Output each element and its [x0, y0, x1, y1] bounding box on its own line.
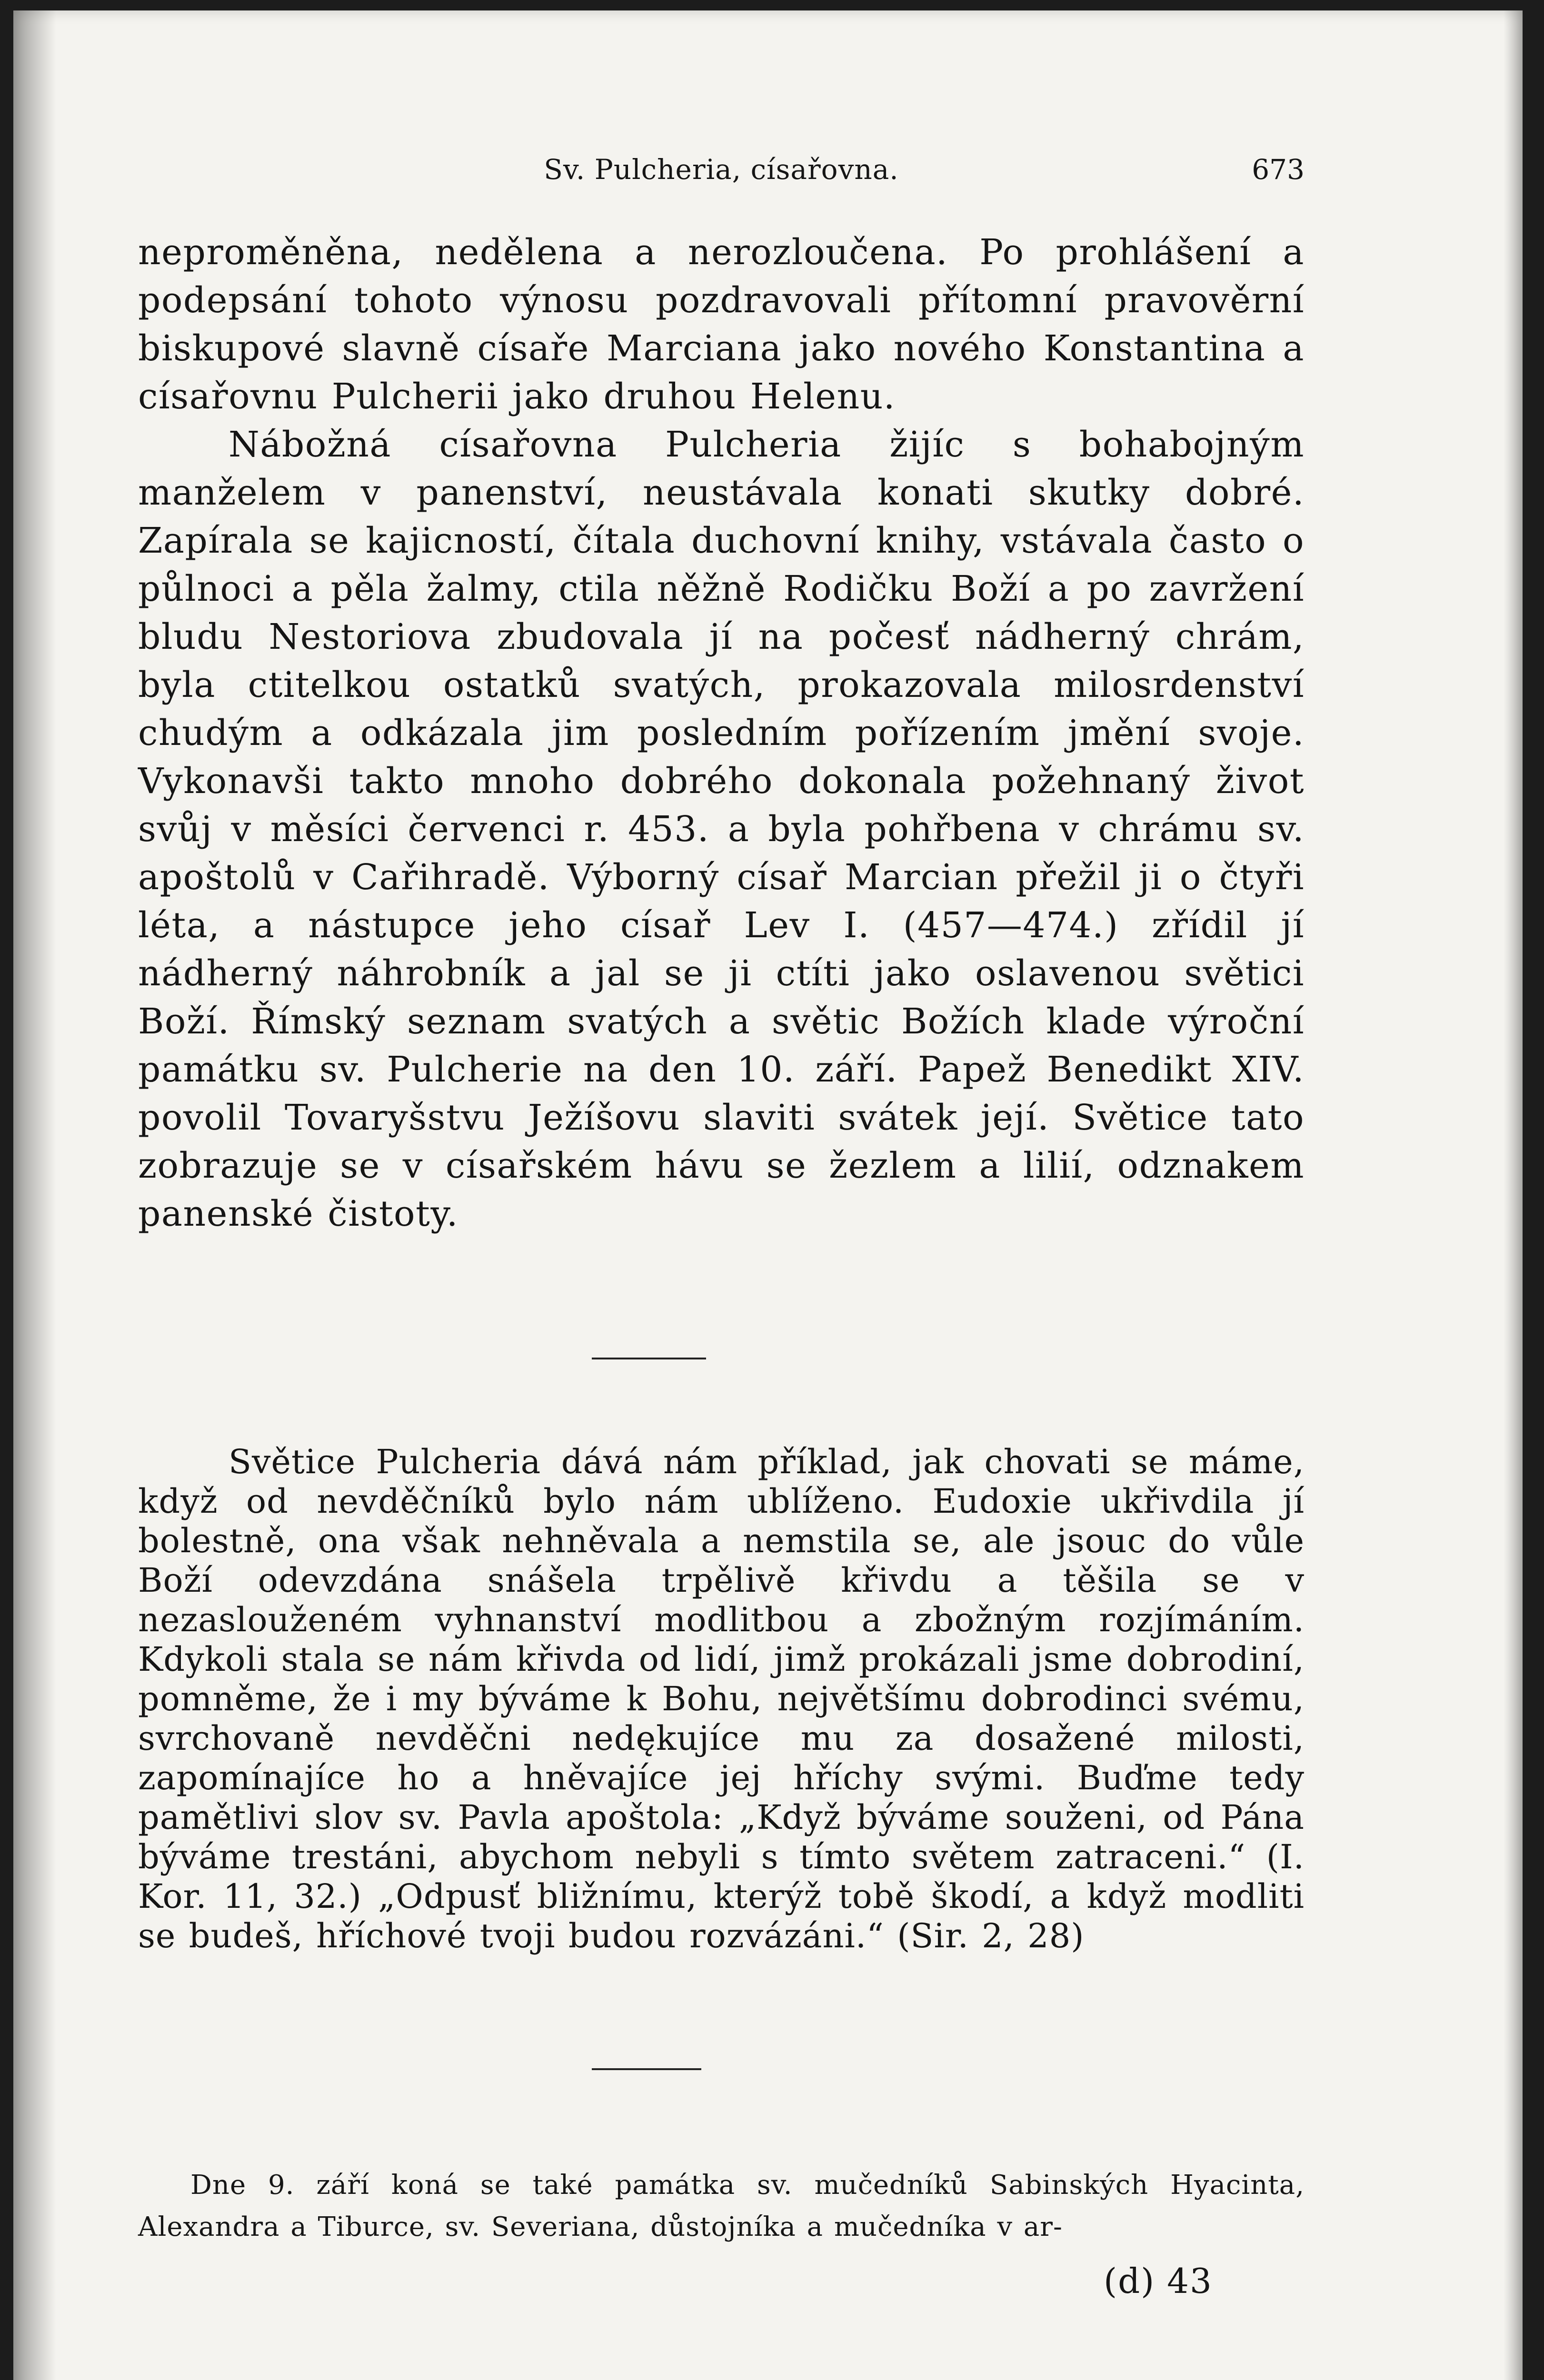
- page-edge-shadow: [1504, 10, 1523, 2380]
- main-text: [138, 228, 1305, 1238]
- book-page: [13, 10, 1523, 2380]
- footnote: [138, 2164, 1305, 2248]
- running-head: [138, 153, 1305, 191]
- printer-signature: (d) 43: [1104, 2261, 1213, 2301]
- paragraph-continuation: neproměněna, nedělena a nerozloučena. Po prohlášení a podepsání tohoto výnosu pozdravovali přítomní pravověrní biskupové slavně císaře Marciana jako nového Konstantina a císařovnu Pulcherii jako druhou Helenu.: [138, 232, 1305, 417]
- paragraph-life: Nábožná císařovna Pulcheria žijíc s bohabojným manželem v panenství, neustávala konati skutky dobré. Zapírala se kajicností, čítala duchovní knihy, vstávala často o půlnoci a pěla žalmy, ctila něžně Rodičku Boží a po zavržení bludu Nestoriova zbudovala jí na počesť nádherný chrám, byla ctitelkou ostatků svatých, prokazovala milosrdenství chudým a odkázala jim posledním pořízením jmění svoje. Vykonavši takto mnoho dobrého dokonala požehnaný život svůj v měsíci červenci r. 453. a byla pohřbena v chrámu sv. apoštolů v Cařihradě. Výborný císař Marcian přežil ji o čtyři léta, a nástupce jeho císař Lev I. (457—474.) zřídil jí nádherný náhrobník a jal se ji ctíti jako oslavenou světici Boží. Římský seznam svatých a světic Božích klade výroční památku sv. Pulcherie na den 10. září. Papež Benedikt XIV. povolil Tovaryšstvu Ježíšovu slaviti svátek její. Světice tato zobrazuje se v císařském hávu se žezlem a lilií, odznakem panenské čistoty.: [138, 424, 1305, 1234]
- footnote-divider: [592, 2068, 701, 2070]
- paragraph-reflection: Světice Pulcheria dává nám příklad, jak chovati se máme, když od nevděčníků bylo nám ublíženo. Eudoxie ukřivdila jí bolestně, ona však nehněvala a nemstila se, ale jsouc do vůle Boží odevzdána snášela trpělivě křivdu a těšila se v nezaslouženém vyhnanství modlitbou a zbožným rozjímáním. Kdykoli stala se nám křivda od lidí, jimž prokázali jsme dobrodiní, pomněme, že i my býváme k Bohu, největšímu dobrodinci svému, svrchovaně nevděčni nedękujíce mu za dosažené milosti, zapomínajíce ho a hněvajíce jej hříchy svými. Buďme tedy pamětlivi slov sv. Pavla apoštola: „Když býváme souženi, od Pána býváme trestáni, abychom nebyli s tímto světem zatraceni.“ (I. Kor. 11, 32.) „Odpusť bližnímu, kterýž tobě škodí, a když modliti se budeš, hříchové tvoji budou rozvázáni.“ (Sir. 2, 28): [138, 1442, 1305, 1955]
- page-gutter-shadow: [13, 10, 56, 2380]
- running-head-title: Sv. Pulcheria, císařovna.: [544, 153, 899, 186]
- reflection-section: [138, 1442, 1305, 1956]
- page-number: 673: [1252, 153, 1305, 186]
- section-divider: [592, 1358, 706, 1359]
- footnote-text: Dne 9. září koná se také památka sv. mučedníků Sabinských Hyacinta, Alexandra a Tiburce, sv. Severiana, důstojníka a mučedníka v ar-: [138, 2170, 1305, 2242]
